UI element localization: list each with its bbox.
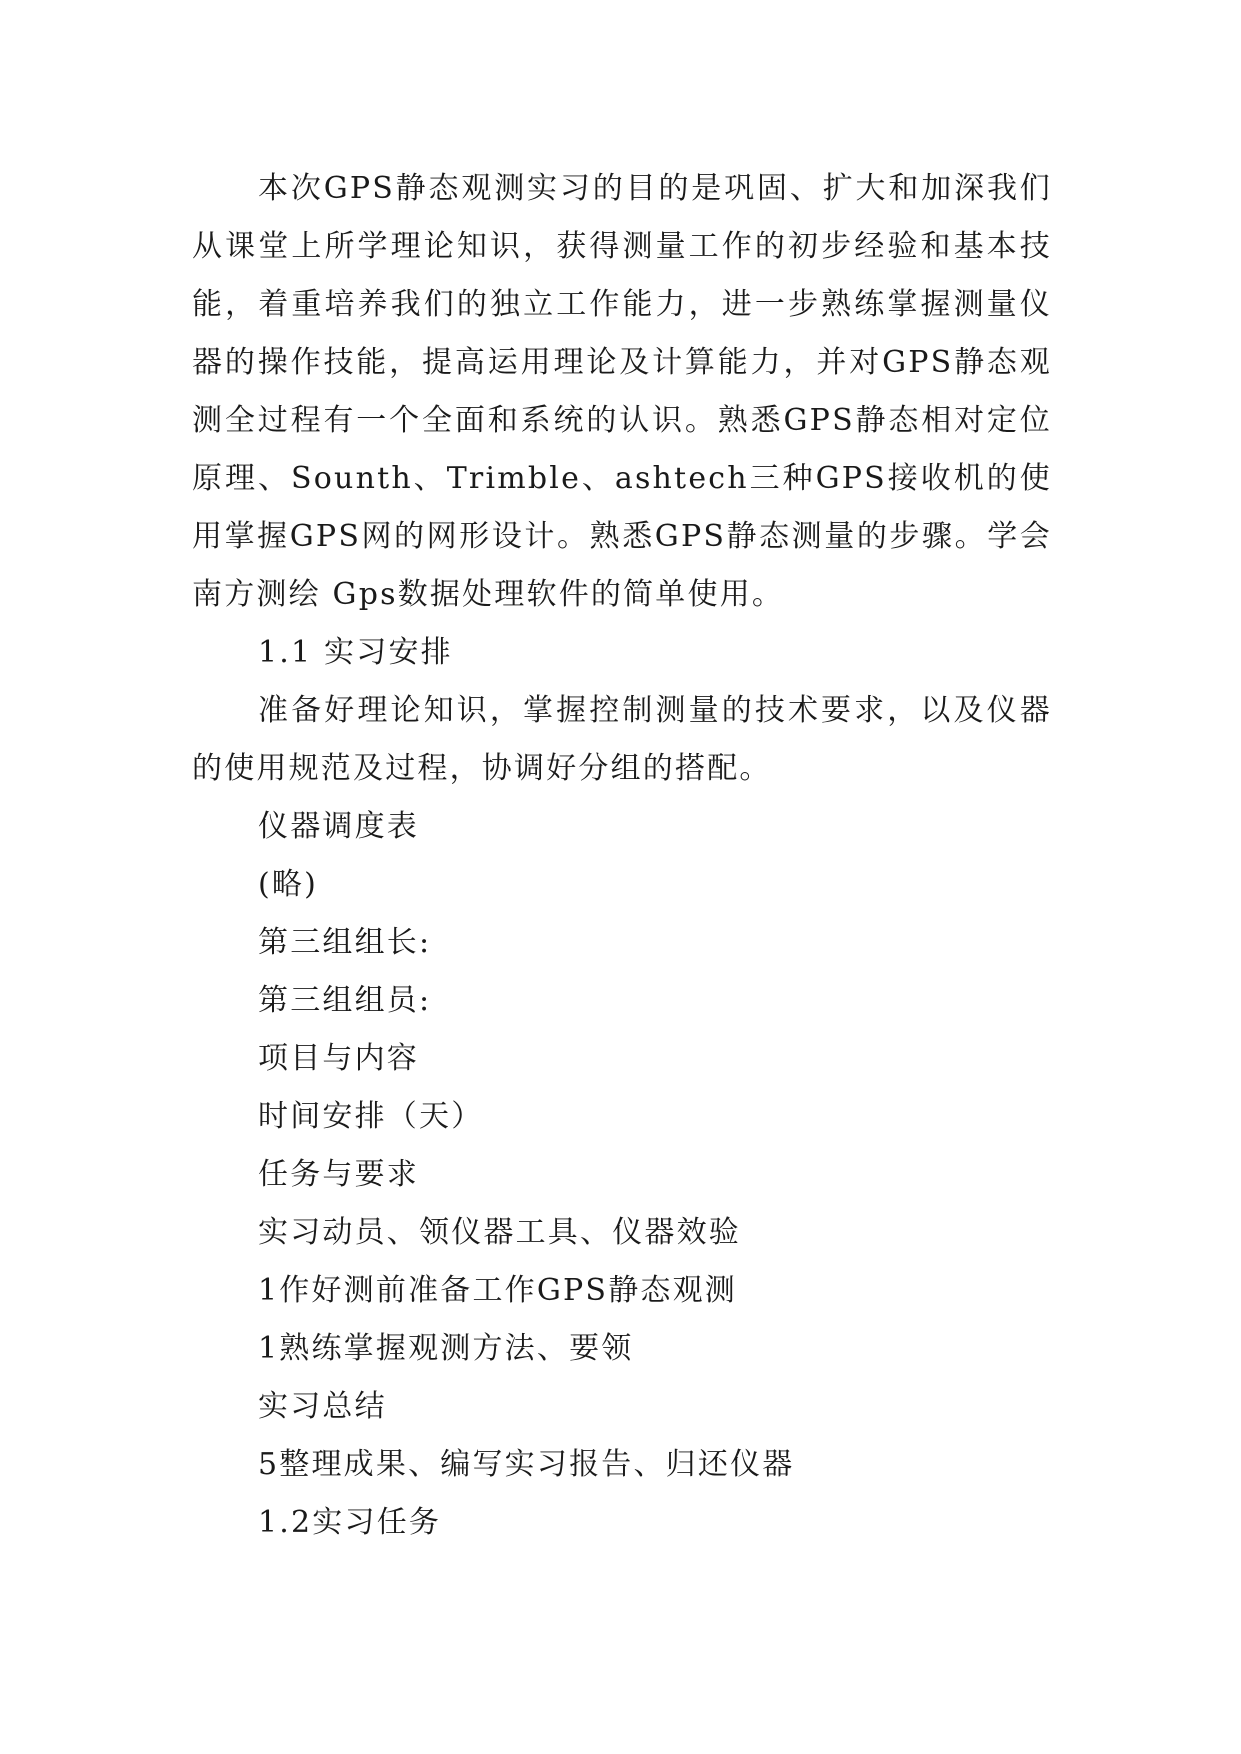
table-header-task: 任务与要求 <box>258 1157 419 1192</box>
omitted-note: (略) <box>258 867 319 902</box>
group-leader-line: 第三组组长: <box>258 925 432 960</box>
section-heading-1-1: 1.1 实习安排 <box>258 635 453 670</box>
group-members-line: 第三组组员: <box>258 983 432 1018</box>
document-page <box>192 160 1052 1552</box>
table-row-mobilization: 实习动员、领仪器工具、仪器效验 <box>258 1215 741 1250</box>
section-heading-1-2: 1.2实习任务 <box>258 1505 442 1540</box>
table-header-time: 时间安排（天） <box>258 1099 484 1134</box>
table-header-item: 项目与内容 <box>258 1041 419 1076</box>
intro-paragraph: 本次GPS静态观测实习的目的是巩固、扩大和加深我们从课堂上所学理论知识，获得测量工作的初步经验和基本技能，着重培养我们的独立工作能力，进一步熟练掌握测量仪器的操作技能，提高运用理论及计算能力，并对GPS静态观测全过程有一个全面和系统的认识。熟悉GPS静态相对定位原理、Sounth、Trimble、ashtech三种GPS接收机的使用掌握GPS网的网形设计。熟悉GPS静态测量的步骤。学会南方测绘 Gps数据处理软件的简单使用。 <box>192 171 1052 612</box>
table-row-summary: 实习总结 <box>258 1389 387 1424</box>
table-row-observation: 1熟练掌握观测方法、要领 <box>258 1331 634 1366</box>
table-row-report: 5整理成果、编写实习报告、归还仪器 <box>258 1447 795 1482</box>
arrangement-paragraph: 准备好理论知识，掌握控制测量的技术要求，以及仪器的使用规范及过程，协调好分组的搭配。 <box>192 693 1052 786</box>
schedule-table-title: 仪器调度表 <box>258 809 419 844</box>
table-row-preparation: 1作好测前准备工作GPS静态观测 <box>258 1273 737 1308</box>
